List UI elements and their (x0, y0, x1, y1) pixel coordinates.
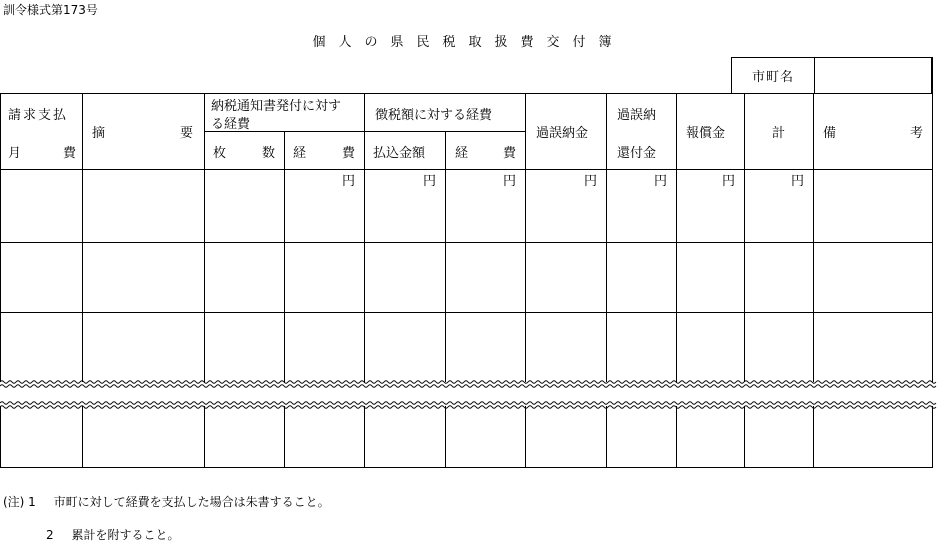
header-summary-right: 要 (180, 126, 194, 141)
unit-yen-overpaid: 円 (584, 174, 598, 189)
header-refund-2: 還付金 (617, 146, 657, 161)
header-billing-month-left: 月 (8, 146, 22, 161)
break-line-lower (0, 402, 936, 405)
unit-yen-expense2: 円 (503, 174, 517, 189)
city-label: 市町名 (732, 58, 815, 93)
unit-yen-expense1: 円 (342, 174, 356, 189)
header-expense2-left: 経 (455, 146, 469, 161)
break-line-lower-2 (0, 406, 936, 409)
header-sheets-left: 枚 (213, 146, 227, 161)
note-2 (3, 526, 179, 543)
header-summary-left: 摘 (92, 126, 106, 141)
form-number: 訓令様式第173号 (3, 3, 98, 17)
header-billing-month: 請求支払 (8, 108, 69, 123)
header-expense1-right: 費 (342, 146, 356, 161)
note-2-text: 累計を附すること。 (71, 528, 180, 542)
unit-yen-compensation: 円 (722, 174, 736, 189)
header-notice-group-2: る経費 (211, 117, 251, 132)
note-1-prefix: (注) 1 (3, 495, 36, 509)
header-tax-group: 徴税額に対する経費 (375, 108, 493, 123)
unit-yen-total: 円 (791, 174, 805, 189)
break-line-upper-2 (0, 385, 936, 388)
header-total: 計 (772, 126, 786, 141)
header-sheets-right: 数 (262, 146, 276, 161)
note-1 (3, 493, 330, 510)
note-1-text: 市町に対して経費を支払した場合は朱書すること。 (53, 495, 330, 509)
unit-yen-paid: 円 (423, 174, 437, 189)
header-notice-group-1: 納税通知書発付に対す (211, 99, 342, 114)
header-refund-1: 過誤納 (617, 108, 657, 123)
document-title: 個人の県民税取扱費交付簿 (312, 35, 625, 50)
header-expense2-right: 費 (503, 146, 517, 161)
header-expense1-left: 経 (293, 146, 307, 161)
header-remarks-right: 考 (910, 126, 924, 141)
break-line-upper (0, 381, 936, 384)
unit-yen-refund: 円 (654, 174, 668, 189)
header-remarks-left: 備 (823, 126, 837, 141)
header-billing-month-right: 費 (63, 146, 77, 161)
header-compensation: 報償金 (686, 126, 726, 141)
header-paid-amount: 払込金額 (373, 146, 426, 161)
note-2-prefix: 2 (46, 528, 54, 542)
header-overpaid: 過誤納金 (536, 126, 589, 141)
